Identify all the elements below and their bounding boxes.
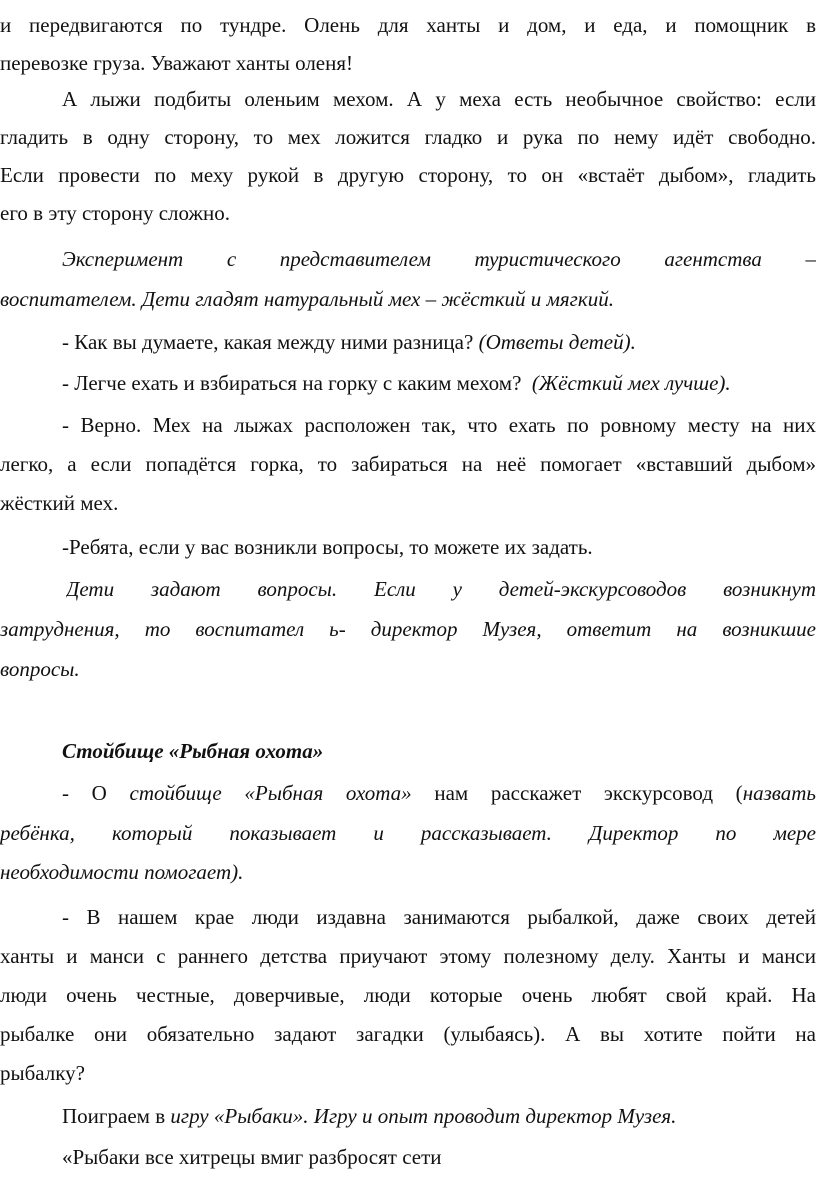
italic-paragraph-line: Дети задают вопросы. Если у детей-экскурсоводов возникнут [66,577,816,601]
paragraph-line: люди очень честные, доверчивые, люди которые очень любят свой край. На [0,983,816,1007]
italic-paragraph-line: затруднения, то воспитател ь- директор Музея, ответит на возникшие [0,617,816,641]
paragraph-line: - В нашем крае люди издавна занимаются рыбалкой, даже своих детей [62,905,816,929]
paragraph-line: жёсткий мех. [0,491,119,515]
paragraph-line [62,774,816,812]
dialogue-line [62,364,816,402]
italic-paragraph-line: вопросы. [0,657,80,681]
paragraph-line: и передвигаются по тундре. Олень для ханты и дом, и еда, и помощник в [0,13,816,37]
paragraph-line: - Верно. Мех на лыжах расположен так, что ехать по ровному месту на них [62,413,816,437]
paragraph-line: Если провести по меху рукой в другую сторону, то он «встаёт дыбом», гладить [0,163,816,187]
paragraph-text: Поиграем в [62,1104,166,1128]
dialogue-line [62,323,816,361]
paragraph-line: гладить в одну сторону, то мех ложится гладко и рука по нему идёт свободно. [0,125,816,149]
question-text: - Как вы думаете, какая между ними разница? [62,330,474,354]
italic-paragraph-line: Эксперимент с представителем туристического агентства – [62,247,816,271]
italic-paragraph-line: необходимости помогает). [0,860,244,884]
italic-text: стойбище «Рыбная охота» [129,781,412,805]
paragraph-text: - О [62,781,107,805]
poem-line: «Рыбаки все хитрецы вмиг разбросят сети [62,1145,442,1169]
italic-text: игру «Рыбаки». Игру и опыт проводит директор Музея. [170,1104,677,1128]
answer-note: (Жёсткий мех лучше). [531,371,731,395]
paragraph-line: его в эту сторону сложно. [0,201,230,225]
question-text: - Легче ехать и взбираться на горку с каким мехом? [62,371,522,395]
paragraph-text: нам расскажет экскурсовод ( [434,781,743,805]
paragraph-line: легко, а если попадётся горка, то забираться на неё помогает «вставший дыбом» [0,452,816,476]
paragraph-line: ханты и манси с раннего детства приучают этому полезному делу. Ханты и манси [0,944,816,968]
answer-note: (Ответы детей). [478,330,636,354]
italic-text: назвать [742,781,816,805]
paragraph-line: А лыжи подбиты оленьим мехом. А у меха есть необычное свойство: если [62,87,816,111]
paragraph-line: рыбалку? [0,1061,86,1085]
section-heading: Стойбище «Рыбная охота» [62,739,324,763]
italic-paragraph-line: воспитателем. Дети гладят натуральный мех – жёсткий и мягкий. [0,287,614,311]
paragraph-line [62,1097,816,1135]
italic-paragraph-line: ребёнка, который показывает и рассказывает. Директор по мере [0,821,816,845]
paragraph-line: рыбалке они обязательно задают загадки (улыбаясь). А вы хотите пойти на [0,1022,816,1046]
paragraph-line: -Ребята, если у вас возникли вопросы, то можете их задать. [62,535,593,559]
paragraph-line: перевозке груза. Уважают ханты оленя! [0,51,354,75]
